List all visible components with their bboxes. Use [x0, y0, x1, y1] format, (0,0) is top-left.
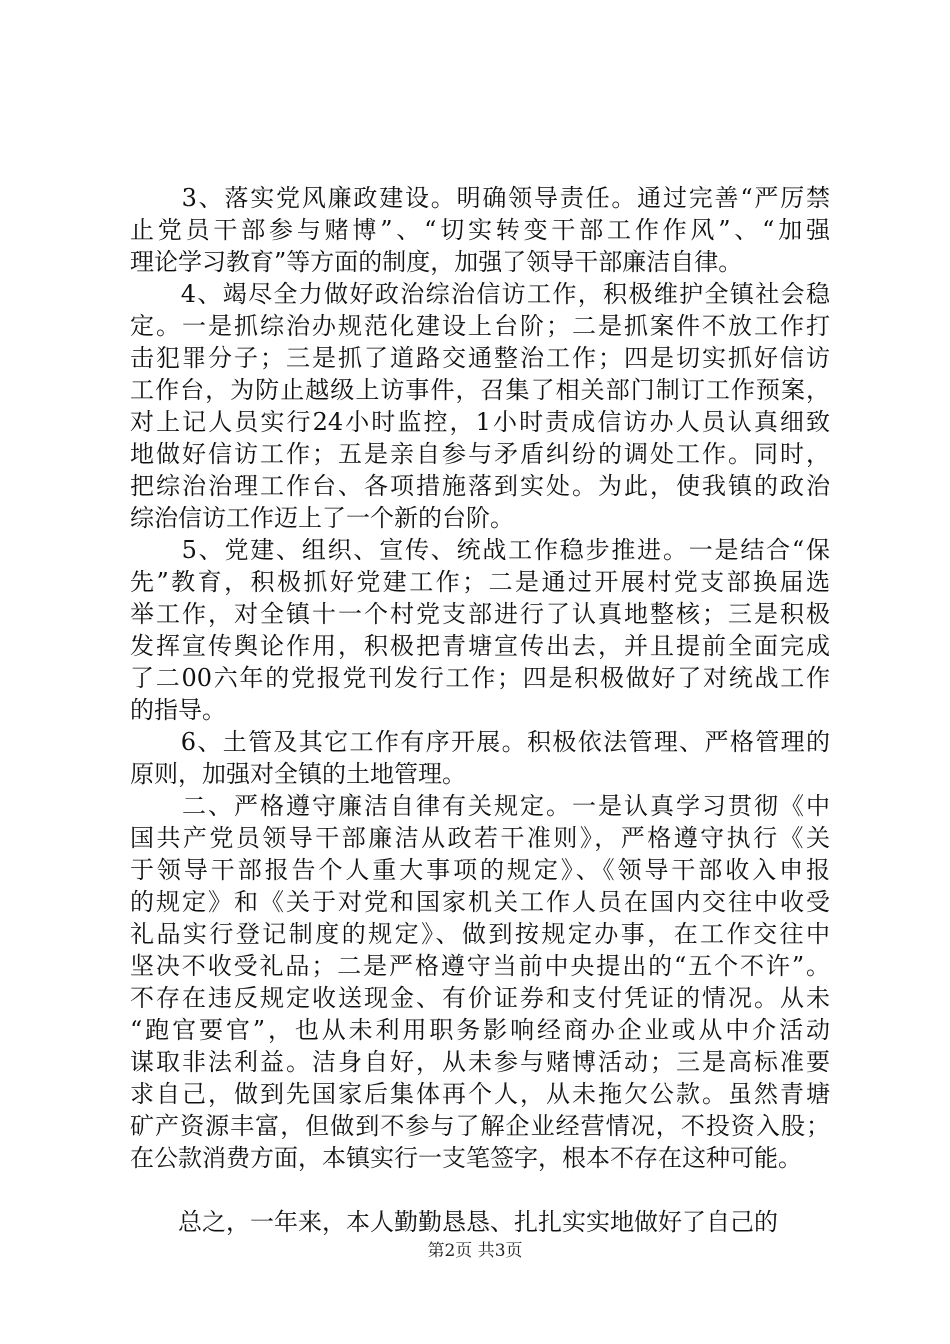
text-line: 在公款消费方面，本镇实行一支笔签字，根本不存在这种可能。: [130, 1144, 802, 1172]
text-line: 原则，加强对全镇的土地管理。: [130, 760, 466, 788]
text-line: 工作台，为防止越级上访事件，召集了相关部门制订工作预案，: [130, 376, 830, 404]
text-line: 5、党建、组织、宣传、统战工作稳步推进。一是结合“保: [130, 536, 830, 564]
text-line: 击犯罪分子；三是抓了道路交通整治工作；四是切实抓好信访: [130, 344, 830, 372]
page-footer: 第2页 共3页: [427, 1241, 523, 1261]
text-line: 二、严格遵守廉洁自律有关规定。一是认真学习贯彻《中: [130, 792, 830, 820]
text-line: 谋取非法利益。洁身自好，从未参与赌博活动；三是高标准要: [130, 1048, 830, 1076]
text-line: 理论学习教育”等方面的制度，加强了领导干部廉洁自律。: [130, 248, 743, 276]
text-line: 矿产资源丰富，但做到不参与了解企业经营情况，不投资入股；: [130, 1112, 830, 1140]
text-line: 对上记人员实行24小时监控，1小时责成信访办人员认真细致: [130, 408, 830, 436]
text-line: 举工作，对全镇十一个村党支部进行了认真地整核；三是积极: [130, 600, 830, 628]
text-line: 礼品实行登记制度的规定》、做到按规定办事，在工作交往中: [130, 920, 830, 948]
text-line: 国共产党员领导干部廉洁从政若干准则》，严格遵守执行《关: [130, 824, 830, 852]
text-line: 把综治治理工作台、各项措施落到实处。为此，使我镇的政治: [130, 472, 830, 500]
text-line: 了二00六年的党报党刊发行工作；四是积极做好了对统战工作: [130, 664, 830, 692]
text-line: 4、竭尽全力做好政治综治信访工作，积极维护全镇社会稳: [130, 280, 830, 308]
text-line: 不存在违反规定收送现金、有价证券和支付凭证的情况。从未: [130, 984, 830, 1012]
text-line: 的指导。: [130, 696, 226, 724]
text-line: 地做好信访工作；五是亲自参与矛盾纠纷的调处工作。同时，: [130, 440, 830, 468]
text-line: 止党员干部参与赌博”、“切实转变干部工作作风”、“加强: [130, 216, 830, 244]
text-line: 于领导干部报告个人重大事项的规定》、《领导干部收入申报: [130, 856, 830, 884]
text-line: 综治信访工作迈上了一个新的台阶。: [130, 504, 514, 532]
text-line: 先”教育，积极抓好党建工作；二是通过开展村党支部换届选: [130, 568, 830, 596]
text-line: 坚决不收受礼品；二是严格遵守当前中央提出的“五个不许”。: [130, 952, 830, 980]
text-line: “跑官要官”，也从未利用职务影响经商办企业或从中介活动: [130, 1016, 830, 1044]
text-line: 3、落实党风廉政建设。明确领导责任。通过完善“严厉禁: [130, 184, 830, 212]
text-line: 的规定》和《关于对党和国家机关工作人员在国内交往中收受: [130, 888, 830, 916]
text-line: 总之，一年来，本人勤勤恳恳、扎扎实实地做好了自己的: [130, 1208, 778, 1236]
text-line: 求自己，做到先国家后集体再个人，从未拖欠公款。虽然青塘: [130, 1080, 830, 1108]
text-line: 定。一是抓综治办规范化建设上台阶；二是抓案件不放工作打: [130, 312, 830, 340]
text-line: 发挥宣传舆论作用，积极把青塘宣传出去，并且提前全面完成: [130, 632, 830, 660]
text-line: 6、土管及其它工作有序开展。积极依法管理、严格管理的: [130, 728, 830, 756]
